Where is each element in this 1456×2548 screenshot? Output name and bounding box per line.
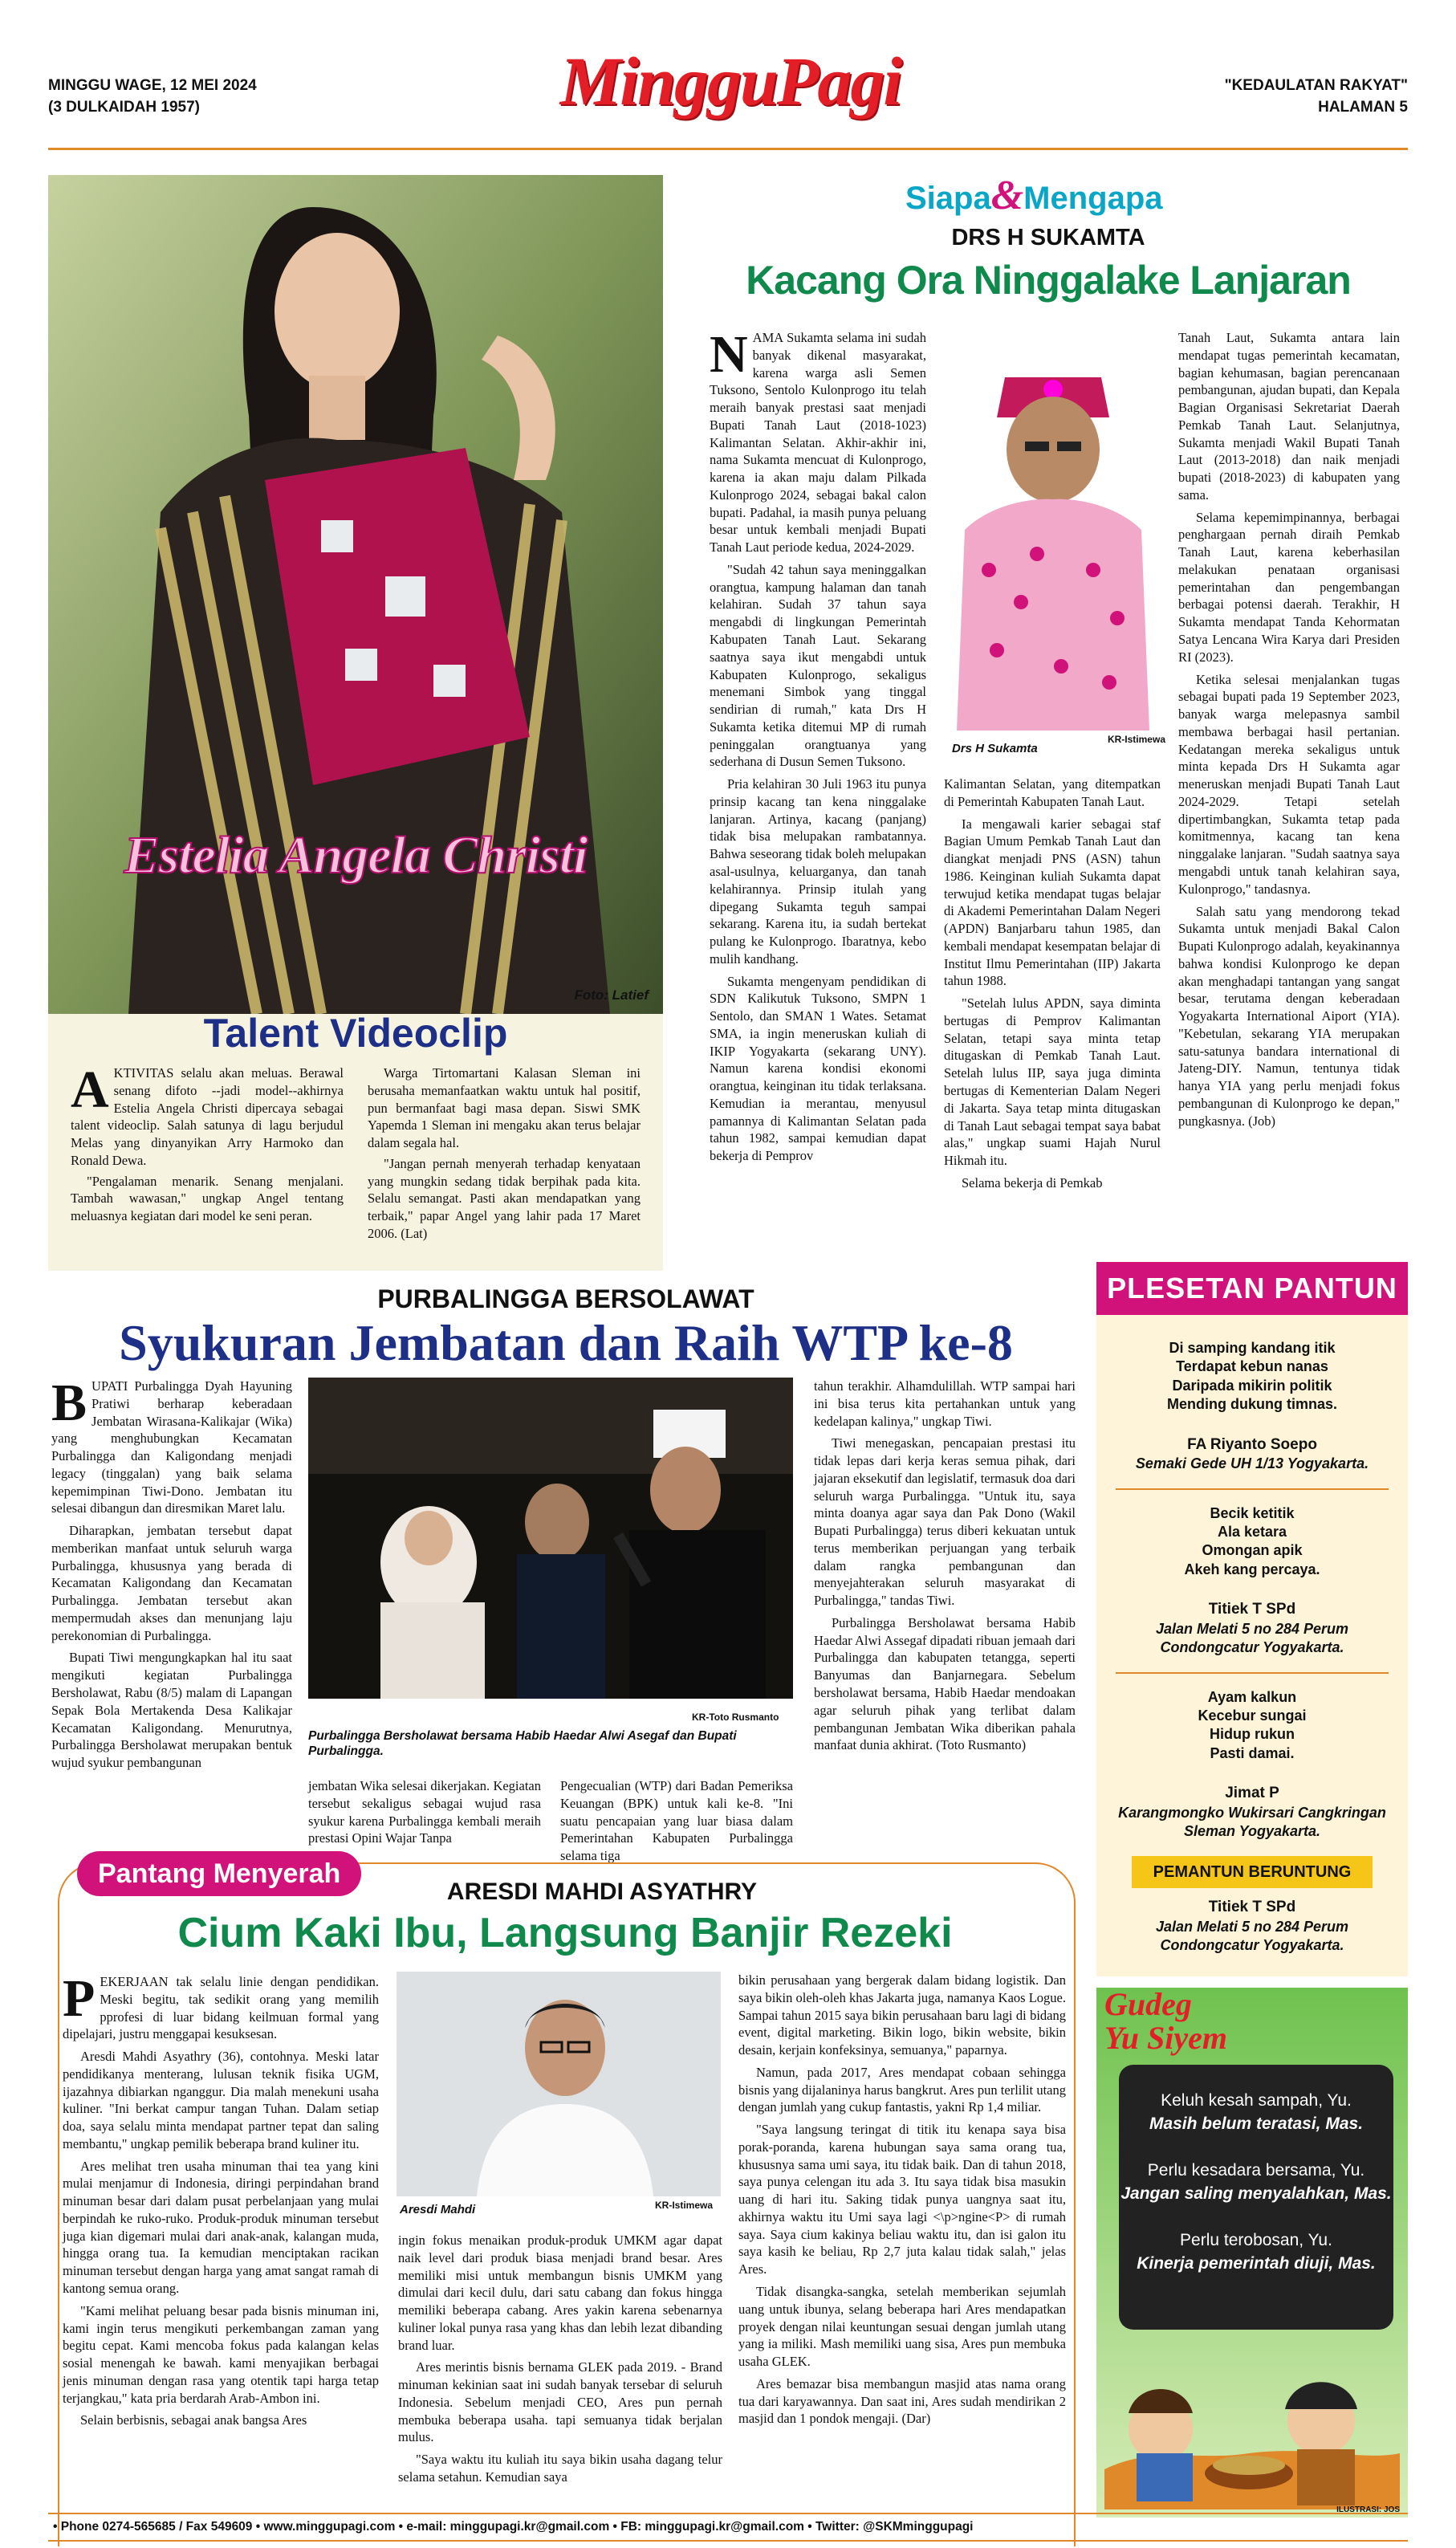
- siapa-photo-caption: Drs H Sukamta: [952, 742, 1038, 755]
- pantang-para: ingin fokus menaikan produk-produk UMKM agar dapat naik level dari produk biasa menjadi brand besar. Ares memiliki misi untuk membangun bisnis UMKM yang dimulai dari kecil dulu, dari satu cabang dan fokus hingga memiliki beberapa cabang. Ares yakin karena sebenarnya kuliner lokal punya rasa yang khas dan lebih lezat dibanding brand luar.: [398, 2233, 722, 2353]
- siapa-para: Ia mengawali karier sebagai staf Bagian Umum Pemkab Tanah Laut dan diangkat menjadi PNS (ASN) tahun 1986. Keinginan kuliah Sukamta dapat terwujud ketika mendapat tugas belajar di Akademi Pemerintahan Dalam Negeri (APDN) Banjarbaru tahun 1985, dan kembali mendapat kesempatan belajar di Institut Ilmu Pemerintahan (IIP) Jakarta tahun 1988.: [944, 816, 1161, 989]
- talent-col-2: [368, 1064, 641, 1243]
- gudeg-line-a: Perlu kesadara bersama, Yu.: [1147, 2160, 1365, 2180]
- rubric-mengapa: Mengapa: [1023, 181, 1163, 216]
- purbalingga-para: jembatan Wika selesai dikerjakan. Kegiatan tersebut sekaligus sebagai wujud rasa syukur karena Purbalingga kembali meraih prestasi Opini Wajar Tanpa: [308, 1778, 541, 1846]
- talent-para: Warga Tirtomartani Kalasan Sleman ini berusaha memanfaatkan waktu untuk hal positif, pun bermanfaat bagi masa depan. Siswi SMK Yapemda 1 Sleman ini mengaku akan terus belajar dalam segala hal.: [368, 1065, 641, 1151]
- pantun-line: Di samping kandang itik: [1169, 1340, 1336, 1356]
- pantang-para: Tidak disangka-sangka, setelah memberikan sejumlah uang untuk ibunya, selang beberapa hari Ares mendapatkan proyek dengan nilai keuntungan sesuai dengan jumlah utang yang ia miliki. Mash memiliki uang sisa, Ares pun membuka usaha GLEK.: [738, 2284, 1066, 2370]
- pantun-line: Kecebur sungai: [1198, 1707, 1307, 1724]
- siapa-photo-box: [941, 329, 1165, 763]
- siapa-photo-credit: KR-Istimewa: [1107, 734, 1165, 745]
- pantang-photo-credit: KR-Istimewa: [655, 2200, 714, 2211]
- pantang-para: Ares merintis bisnis bernama GLEK pada 2019. - Brand minuman kekinian saat ini sudah banyak tersebar di seluruh Indonesia. Sebelum menjadi CEO, Ares pun pernah membuka beberapa usaha. tapi semuanya tidak berjalan mulus.: [398, 2359, 722, 2445]
- purbalingga-para: BUPATI Purbalingga Dyah Hayuning Pratiwi berharap keberadaan Jembatan Wirasana-Kalikajar (Wika) yang menghubungkan Kecamatan Purbalingga dan Kaligondang menjadi legacy (tinggalan) yang baik selama kepemimpinan Tiwi-Dono. Jembatan itu selesai dibangun dan diresmikan Maret lalu.: [51, 1374, 292, 1516]
- siapa-headline: Kacang Ora Ninggalake Lanjaran: [746, 258, 1351, 303]
- pantang-col-3: [738, 1972, 1066, 2432]
- pantang-para: Ares bemazar bisa membangun masjid atas nama orang tua dari karyawannya. Dan saat ini, Ares sudah mendirikan 2 masjid dan 1 pondok mengaji. (Dar): [738, 2375, 1066, 2427]
- gudeg-title-2: Yu Siyem: [1104, 2020, 1227, 2056]
- siapa-col-1: [710, 325, 926, 1170]
- siapa-para: Sukamta mengenyam pendidikan di SDN Kalikutuk Tuksono, SMPN 1 Sentolo, dan SMAN 1 Wates. Setamat SMA, ia ingin meneruskan kuliah di IKIP Yogyakarta (sekarang UNY). Namun karena kondisi ekonomi orangtua, keinginan itu tidak terlaksana. Kemudian ia merantau, menyusul pamannya di Kalimantan Selatan pada tahun 1982, sampai kemudian dapat bekerja di Pemprov: [710, 973, 926, 1164]
- plesetan-entries: [1096, 1339, 1408, 1842]
- gudeg-cartoon-illustration: [1104, 2333, 1400, 2509]
- purbalingga-kicker: PURBALINGGA BERSOLAWAT: [377, 1284, 754, 1313]
- purbalingga-para: Pengecualian (WTP) dari Badan Pemeriksa Keuangan (BPK) untuk kali ke-8. "Ini suatu pencapaian yang luar biasa dalam Pemerintahan Kabupaten Purbalingga selama tiga: [560, 1778, 793, 1864]
- purbalingga-para: tahun terakhir. Alhamdulillah. WTP sampai hari ini bisa terus kita pertahankan untuk yang kedelapan kalinya," ungkap Tiwi.: [814, 1378, 1076, 1429]
- pantun-line: Mending dukung timnas.: [1167, 1396, 1337, 1413]
- siapa-para: "Setelah lulus APDN, saya diminta bertugas di Pemprov Kalimantan Selatan, tetapi saya minta tetap ditugaskan di Pemkab Tanah Laut. Setelah lulus IIP, saya juga diminta bertugas di Kementerian Dalam Negeri di Jakarta. Saya tetap minta ditugaskan di Tanah Laut sebagai tempat saya babat alas," ungkap suami Hajah Nurul Hikmah itu.: [944, 995, 1161, 1169]
- purbalingga-headline: Syukuran Jembatan dan Raih WTP ke-8: [119, 1314, 1013, 1371]
- pantun-line: Akeh kang percaya.: [1184, 1561, 1320, 1577]
- talent-section: [48, 175, 663, 1271]
- rubric-siapa: Siapa: [905, 181, 991, 216]
- purbalingga-para: Purbalingga Bersholawat bersama Habib Haedar Alwi Assegaf dipadati ribuan jemaah dari Purbalingga dan kabupaten tetangga, seperti Banyumas dan Banjarnegara. Sebelum bersholawat bersama, Habib Haedar mendoakan agar seluruh pihak yang terlibat dalam pembangunan Jembatan Wika diberikan pahala manfaat dunia akhirat. (Toto Rusmanto): [814, 1614, 1076, 1753]
- purbalingga-para: Tiwi menegaskan, pencapaian prestasi itu tidak lepas dari kerja keras semua pihak, dari jajaran eksekutif dan legislatif, termasuk doa dari seluruh warga Purbalingga. "Untuk itu, saya minta doanya agar saya dan Pak Dono (Wakil Bupati Purbalingga) terus diberi kekuatan untuk terus memberikan perjuangan yang terbaik dalam rangka pembangunan dan menyejahterakan seluruh masyarakat di Purbalingga," tandas Tiwi.: [814, 1435, 1076, 1609]
- purbalingga-photo: [308, 1378, 793, 1699]
- siapa-para: Salah satu yang mendorong tekad Sukamta untuk menjadi Bakal Calon Bupati Kulonprogo adalah, keyakinannya bahwa kondisi Kulonprogo ke depan akan menghadapi tantangan yang sangat besar, terutama dengan keberadaan Yogyakarta International Aiport (YIA). "Kebetulan, sekarang YIA merupakan satu-satunya bandara international di Jateng-DIY. Namun, tentunya tidak hanya YIA yang perlu menjadi fokus pembangunan di Kulonprogo ke depan," pungkasnya. (Job): [1178, 903, 1400, 1129]
- footer-contact-bar: [48, 2513, 1408, 2542]
- purbalingga-photo-credit: KR-Toto Rusmanto: [692, 1712, 779, 1723]
- paper-tagline: "KEDAULATAN RAKYAT": [1224, 77, 1408, 94]
- talent-photo-credit: Foto: Latief: [574, 987, 649, 1003]
- pantun-line: Omongan apik: [1202, 1542, 1303, 1559]
- pantang-para: PEKERJAAN tak selalu linie dengan pendidikan. Meski begitu, tak sedikit orang yang memilih pprofesi di luar bidang keilmuan formal yang dipelajari, justru menggapai kesuksesan.: [63, 1969, 379, 2042]
- pantang-para: Aresdi Mahdi Asyathry (36), contohnya. Meski latar pendidikanya menterang, lulusan teknik fisika UGM, ijazahnya dibiarkan nganggur. Dia malah menekuni usaha kuliner. "Ini berkat campur tangan Tuhan. Dalam setiap doa, saya selalu minta mendapat partner tepat dan saling membantu," ungkap pemilik beberapa brand kuliner itu.: [63, 2049, 379, 2151]
- siapa-para: Selama kepemimpinannya, berbagai penghargaan pernah diraih Pemkab Tanah Laut, karena keberhasilan melakukan penataan organisasi pemerintahan dan pengembangan berbagai potensi daerah. Terakhir, H Sukamta mendapat Tanda Kehormatan Satya Lencana Wira Karya dari Presiden RI (2023).: [1178, 509, 1400, 665]
- talent-para: "Jangan pernah menyerah terhadap kenyataan yang mungkin sedang tidak berpihak pada kita. Selalu semangat. Pasti akan mendapatkan yang terbaik," papar Angel yang lahir pada 17 Maret 2006. (Lat): [368, 1155, 641, 1241]
- purbalingga-event-illustration: [308, 1378, 793, 1699]
- gudeg-line-b: Kinerja pemerintah diuji, Mas.: [1137, 2253, 1376, 2273]
- pantang-para: Selain berbisnis, sebagai anak bangsa Ares: [80, 2412, 307, 2428]
- siapa-col-3: [1178, 329, 1400, 1134]
- purbalingga-dropcap: B: [51, 1374, 87, 1432]
- gudeg-title: [1104, 1988, 1227, 2055]
- pantang-headline: Cium Kaki Ibu, Langsung Banjir Rezeki: [177, 1910, 953, 1956]
- issue-hijri-date: (3 DULKAIDAH 1957): [48, 98, 200, 116]
- pantun-address: Semaki Gede UH 1/13 Yogyakarta.: [1135, 1455, 1369, 1472]
- pantun-author: Jimat P: [1225, 1785, 1279, 1802]
- pantun-entry: [1096, 1688, 1408, 1842]
- siapa-col-2: [944, 775, 1161, 1197]
- talent-heading: Talent Videoclip: [203, 1011, 508, 1056]
- page-number: HALAMAN 5: [1318, 98, 1408, 116]
- purbalingga-col-2: [308, 1777, 541, 1852]
- footer-contact-text: • Phone 0274-565685 / Fax 549609 • www.minggupagi.com • e-mail: minggupagi.kr@gmail.com • FB: minggupagi.kr@gmail.com • Twitter: @SKMminggupagi: [53, 2520, 974, 2534]
- pantun-line: Hidup rukun: [1210, 1726, 1295, 1743]
- aresdi-portrait-illustration: [397, 1972, 721, 2196]
- pantun-line: Terdapat kebun nanas: [1176, 1358, 1328, 1375]
- gudeg-line-a: Keluh kesah sampah, Yu.: [1161, 2091, 1352, 2110]
- pantang-rubric: Pantang Menyerah: [77, 1851, 361, 1896]
- issue-date-block: [48, 75, 257, 118]
- pantang-para: "Kami melihat peluang besar pada bisnis minuman ini, kami ingin terus mengikuti perkembangan zaman yang begitu cepat. Kami mencoba fokus pada kalangan kelas sosial menengah ke bawah. kami menyajikan berbagai jenis minuman dengan rasa yang otentik tapi harga tetap terjangkau," kata pria berdarah Arab-Ambon ini.: [63, 2302, 379, 2406]
- pantun-address: Jalan Melati 5 no 284 Perum Condongcatur Yogyakarta.: [1155, 1620, 1349, 1656]
- pantang-para: "Saya langsung teringat di titik itu kenapa saya bisa porak-poranda, karena hubungan saya sama orang tua, khususnya sama umi saya, itu tidak baik. Dan di tahun 2018, saya punya celengan itu ada 3. Itu saya tidak bisa masukin uang di hari itu. Saking tidak punya uangnya saat itu, akhirnya waktu itu Umi saya lagi <\p>ngine<P> di rumah saya. Saya cium kakinya beliau waktu itu, dan isi galon itu saya kasih ke beliau, Rp 2,7 juta kalau tidak salah," jelas Ares.: [738, 2122, 1066, 2277]
- rubric-ampersand: &: [990, 173, 1024, 218]
- siapa-para: Tanah Laut, Sukamta antara lain mendapat tugas pemerintah kecamatan, bagian kehumasan, bagian perencanaan pembangunan, ajudan bupati, dan Kepala Bagian Organisasi Sekretariat Daerah Pemkab Tanah Laut. Selanjutnya, Sukamta menjadi Wakil Bupati Tanah Laut (2013-2018) dan naik menjadi bupati (2018-2023) di kabupaten yang sama.: [1178, 330, 1400, 503]
- winner-name: Titiek T SPd: [1208, 1899, 1296, 1915]
- pantang-dropcap: P: [63, 1969, 96, 2028]
- pantun-separator: [1116, 1672, 1389, 1674]
- pemantun-beruntung-label: PEMANTUN BERUNTUNG: [1132, 1856, 1373, 1888]
- pantun-author: Titiek T SPd: [1208, 1601, 1296, 1618]
- talent-dropcap: A: [71, 1060, 109, 1119]
- issue-date: MINGGU WAGE, 12 MEI 2024: [48, 77, 257, 94]
- pantun-line: Ala ketara: [1217, 1524, 1287, 1541]
- talent-para: "Pengalaman menarik. Senang menjalani. Tambah wawasan," ungkap Angel tentang meluasnya kegiatan dari model ke seni peran.: [71, 1173, 344, 1224]
- siapa-para: Kalimantan Selatan, yang ditempatkan di Pemerintah Kabupaten Tanah Laut.: [944, 776, 1161, 809]
- purbalingga-photo-caption: Purbalingga Bersholawat bersama Habib Haedar Alwi Asegaf dan Bupati Purbalingga.: [308, 1729, 737, 1758]
- pantun-line: Ayam kalkun: [1207, 1688, 1297, 1705]
- pantang-para: Namun, pada 2017, Ares mendapat cobaan sehingga bisnis yang dijalaninya harus bangkrut. Ares pun terlilit utang dengan jumlah yang cukup fantastis, yakni Rp 1,4 miliar.: [738, 2064, 1066, 2115]
- siapa-para: Pria kelahiran 30 Juli 1963 itu punya prinsip kacang tan kena ninggalake lanjaran. Artinya, kacang (panjang) tidak bisa melupakan rambatannya. Bahwa seseorang tidak boleh melupakan asal-usulnya, keluarganya, dan tanah kelahirannya. Prinsip itulah yang dipegang Sukamta teguh sampai sekarang. Karena itu, ia sudah bertekat pulang ke Kulonprogo. Ibaratnya, kebo mulih kandhang.: [710, 776, 926, 967]
- plesetan-box: [1096, 1262, 1408, 1976]
- gudeg-title-1: Gudeg: [1104, 1986, 1192, 2022]
- pantang-para: bikin perusahaan yang bergerak dalam bidang logistik. Dan saya bikin oleh-oleh khas Jakarta juga, namanya Kaos Logue. Sampai tahun 2015 saya bikin perusahaan baru lagi di bidang event, digital marketing. Bikin logo, bikin website, bikin desain, kerjain konfeksinya, semuanya," paparnya.: [738, 1972, 1066, 2058]
- pantun-entry: [1096, 1504, 1408, 1658]
- pantun-author: FA Riyanto Soepo: [1187, 1435, 1317, 1453]
- pantang-photo: [397, 1972, 721, 2196]
- header-rule: [48, 148, 1408, 150]
- siapa-para: "Sudah 42 tahun saya meninggalkan orangtua, kampung halaman dan tanah kelahiran. Sudah 37 tahun saya mengabdi di lingkungan Pemerintah Kabupaten Tanah Laut. Sekarang saatnya saya ikut mengabdi untuk Kabupaten Kulonprogo, sekaligus menemani Simbok yang tinggal sendirian di rumah," kata Drs H Sukamta ketika ditemui MP di rumah peninggalan orangtuanya yang sederhana di Dusun Semen Tuksono.: [710, 561, 926, 770]
- sukamta-portrait-illustration: [941, 329, 1165, 731]
- purbalingga-col-1: [51, 1374, 292, 1777]
- talent-portrait-illustration: [48, 175, 663, 1014]
- gudeg-speech-panel: [1119, 2065, 1393, 2330]
- talent-name: Estelia Angela Christi: [124, 826, 588, 885]
- pantun-line: Becik ketitik: [1210, 1504, 1295, 1521]
- purbalingga-col-4: [814, 1378, 1076, 1759]
- gudeg-box: [1096, 1988, 1408, 2517]
- siapa-dropcap: N: [710, 325, 748, 384]
- pantun-separator: [1116, 1488, 1389, 1490]
- purbalingga-para: Bupati Tiwi mengungkapkan hal itu saat mengikuti kegiatan Purbalingga Bersholawat, Rabu (8/5) malam di Lapangan Sepak Bola Mertakenda Desa Kalikajar Kecamatan Kaligondang. Menurutnya, Purbalingga Bersholawat merupakan bentuk wujud syukur pembangunan: [51, 1650, 292, 1771]
- siapa-kicker: DRS H SUKAMTA: [951, 225, 1145, 250]
- pantang-photo-caption: Aresdi Mahdi: [400, 2203, 476, 2216]
- siapa-rubric: [905, 172, 1163, 219]
- talent-col-1: [71, 1060, 344, 1225]
- pantun-line: Daripada mikirin politik: [1172, 1377, 1332, 1394]
- siapa-para: Selama bekerja di Pemkab: [962, 1174, 1103, 1191]
- purbalingga-para: Diharapkan, jembatan tersebut dapat memberikan manfaat untuk seluruh warga Purbalingga, khususnya yang berada di Kecamatan Kaligondang dan Kecamatan Purbalingga. Jembatan tersebut akan mempermudah akses dan menunjang laju perekonomian di Purbalingga.: [51, 1523, 292, 1643]
- pantang-col-2: [398, 2232, 722, 2491]
- siapa-para: NAMA Sukamta selama ini sudah banyak dikenal masyarakat, karena warga asli Semen Tuksono, Sentolo Kulonprogo itu telah meraih banyak prestasi saat menjadi Bupati Tanah Laut (2018-1023) Kalimantan Selatan. Akhir-akhir ini, nama Sukamta mencuat di Kulonprogo, karena ia akan maju dalam Pilkada Kulonprogo 2024, sebagai bakal calon bupati. Padahal, ia masih punya peluang besar untuk kembali menjadi Bupati Tanah Laut periode kedua, 2024-2029.: [710, 325, 926, 556]
- masthead-logo: MingguPagi: [559, 43, 901, 120]
- pemantun-beruntung: [1096, 1898, 1408, 1955]
- winner-address: Jalan Melati 5 no 284 Perum Condongcatur Yogyakarta.: [1155, 1918, 1349, 1954]
- plesetan-title: PLESETAN PANTUN: [1096, 1262, 1408, 1315]
- purbalingga-col-3: [560, 1777, 793, 1870]
- gudeg-line-a: Perlu terobosan, Yu.: [1180, 2230, 1332, 2249]
- pantang-para: "Saya waktu itu kuliah itu saya bikin usaha dagang telur selama setahun. Kemudian saya: [398, 2452, 722, 2485]
- gudeg-line-b: Jangan saling menyalahkan, Mas.: [1120, 2184, 1392, 2204]
- siapa-para: Ketika selesai menjalankan tugas sebagai bupati pada 19 September 2023, banyak warga melepasnya sambil membawa berbagai hasil pertanian. Kedatangan mereka sekaligus untuk minta kepada Drs H Sukamta agar meneruskan menjadi Bupati Tanah Laut 2024-2029. Tetapi setelah dipertimbangkan, Sukamta tetap pada komitmennya, kacang tan kena ninggalake lanjaran. "Sudah saatnya saya mengabdi untuk tanah kelahiran saya, Kulonprogo," tandasnya.: [1178, 671, 1400, 897]
- gudeg-credit: ILUSTRASI: JOS: [1336, 2505, 1400, 2514]
- talent-photo: [48, 175, 663, 1014]
- gudeg-line-b: Masih belum teratasi, Mas.: [1149, 2115, 1364, 2134]
- pantang-col-1: [63, 1969, 379, 2434]
- pantang-kicker: ARESDI MAHDI ASYATHRY: [446, 1878, 758, 1905]
- gudeg-dialog: [1119, 2089, 1393, 2275]
- pantun-line: Pasti damai.: [1210, 1744, 1295, 1761]
- talent-para: AKTIVITAS selalu akan meluas. Berawal senang difoto --jadi model--akhirnya Estelia Angela Christi dipercaya sebagai talent videoclip. Salah satunya di lagu berjudul Melas yang dinyanyikan Arry Harmoko dan Ronald Dewa.: [71, 1060, 344, 1168]
- pantun-entry: [1096, 1339, 1408, 1474]
- paper-info: [1225, 75, 1408, 118]
- pantun-address: Karangmongko Wukirsari Cangkringan Sleman Yogyakarta.: [1118, 1804, 1386, 1840]
- pantang-para: Ares melihat tren usaha minuman thai tea yang kini mulai menjamur di Indonesia, diringi perpindahan brand minuman besar dari dalam pusat perbelanjaan yang mulai berpindah ke ruko-ruko. Produk-produk minuman tersebut juga kian digemari mulai dari anak-anak, kalangan muda, hingga orang tua. Ia kemudian menciptakan racikan minuman tersebut dengan harga yang amat sangat ramah di kantong semua orang.: [63, 2158, 379, 2297]
